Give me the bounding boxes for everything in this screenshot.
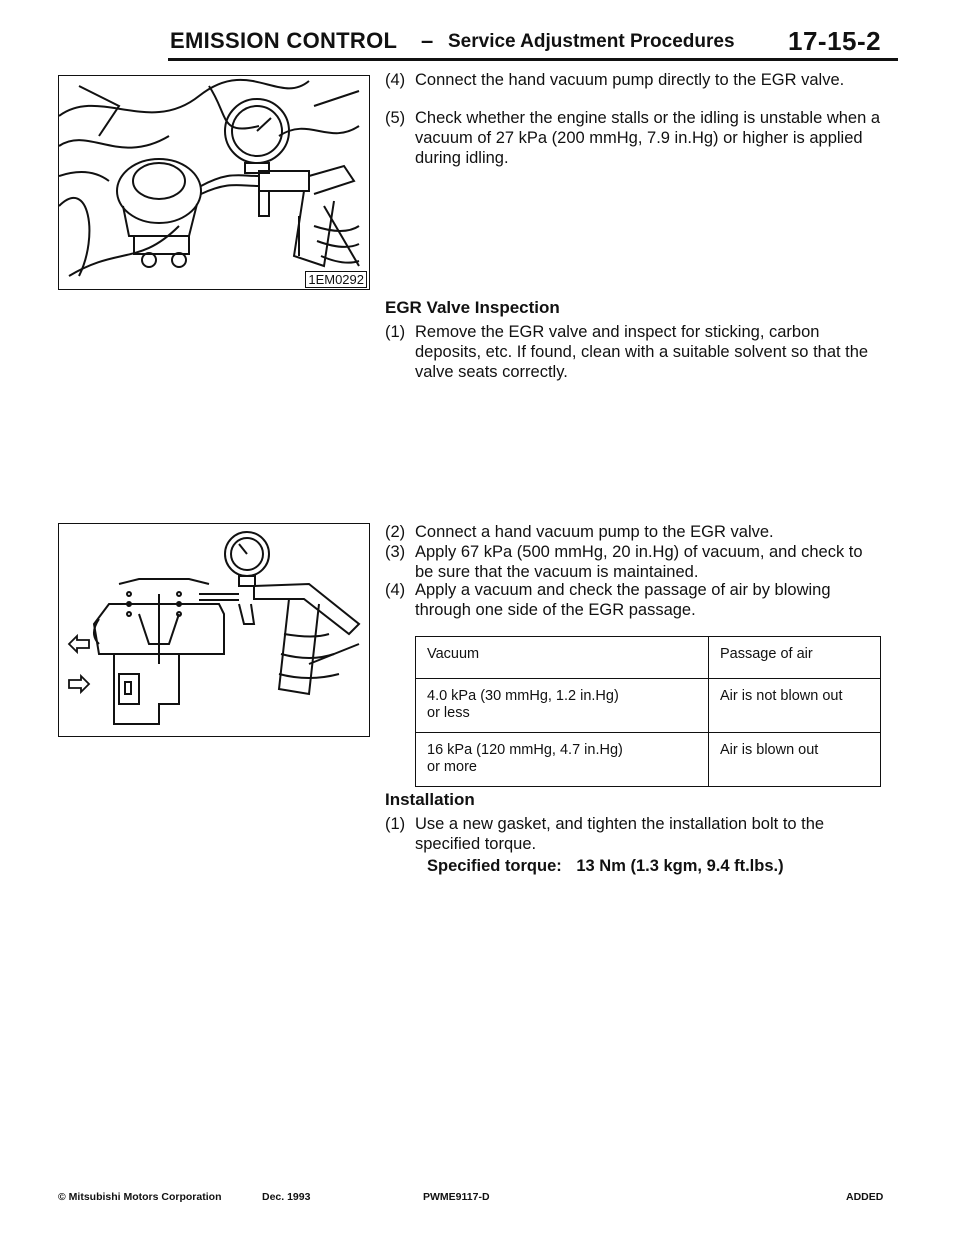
step-text: Apply 67 kPa (500 mmHg, 20 in.Hg) of vacuum, and check to be sure that the vacuum is maintained. <box>415 543 863 581</box>
egr-valve-test-figure <box>58 523 370 737</box>
vacuum-air-passage-table <box>415 636 881 787</box>
step-number: (4) <box>385 71 406 89</box>
egr-vacuum-pump-figure <box>58 75 370 290</box>
spec-value: 13 Nm (1.3 kgm, 9.4 ft.lbs.) <box>576 857 784 875</box>
title-dash: – <box>421 28 434 53</box>
vacuum-qualifier: or more <box>427 759 477 775</box>
step-text: Connect a hand vacuum pump to the EGR valve. <box>415 523 774 541</box>
page-number: 17-15-2 <box>788 26 882 56</box>
table-row <box>416 733 881 787</box>
vacuum-qualifier: or less <box>427 705 470 721</box>
vacuum-value: 4.0 kPa (30 mmHg, 1.2 in.Hg) <box>427 688 619 704</box>
figure-code: 1EM0292 <box>305 271 367 288</box>
subsection-title: Service Adjustment Procedures <box>448 31 735 52</box>
list-item <box>385 522 774 542</box>
step-number: (4) <box>385 581 406 599</box>
step-number: (5) <box>385 109 406 127</box>
table-cell-vacuum <box>416 679 709 733</box>
table-header-vacuum: Vacuum <box>416 637 709 679</box>
footer-copyright: © Mitsubishi Motors Corporation <box>58 1191 222 1203</box>
list-item <box>385 814 885 854</box>
section-title: EMISSION CONTROL <box>170 28 398 53</box>
step-number: (3) <box>385 543 406 561</box>
list-item <box>385 580 885 620</box>
egr-valve-cutaway-illustration <box>59 524 369 736</box>
spec-label: Specified torque: <box>427 857 562 875</box>
table-header-row <box>416 637 881 679</box>
table-cell-air: Air is not blown out <box>709 679 881 733</box>
step-text: Use a new gasket, and tighten the installation bolt to the specified torque. <box>415 815 825 853</box>
section-heading-installation: Installation <box>385 790 475 809</box>
step-number: (1) <box>385 323 406 341</box>
list-item <box>385 542 885 582</box>
step-text: Connect the hand vacuum pump directly to the EGR valve. <box>415 71 845 89</box>
table-cell-air: Air is blown out <box>709 733 881 787</box>
step-number: (1) <box>385 815 406 833</box>
step-text: Check whether the engine stalls or the idling is unstable when a vacuum of 27 kPa (200 mmHg, 7.9 in.Hg) or higher is applied during idling. <box>415 109 881 167</box>
specified-torque <box>427 857 784 876</box>
table-header-passage: Passage of air <box>709 637 881 679</box>
table-row <box>416 679 881 733</box>
flow-arrow-icon <box>69 636 89 692</box>
list-item <box>385 322 885 382</box>
footer-date: Dec. 1993 <box>262 1191 311 1203</box>
list-item <box>385 70 844 90</box>
header-rule <box>168 58 898 61</box>
table-cell-vacuum <box>416 733 709 787</box>
footer-doc-code: PWME9117-D <box>423 1191 490 1203</box>
egr-engine-illustration <box>59 76 369 289</box>
step-text: Apply a vacuum and check the passage of air by blowing through one side of the EGR passage. <box>415 581 831 619</box>
footer-status: ADDED <box>846 1191 884 1203</box>
list-item <box>385 108 885 168</box>
vacuum-value: 16 kPa (120 mmHg, 4.7 in.Hg) <box>427 742 623 758</box>
step-text: Remove the EGR valve and inspect for sticking, carbon deposits, etc. If found, clean with a suitable solvent so that the valve seats correctly. <box>415 323 869 381</box>
section-heading-egr-inspection: EGR Valve Inspection <box>385 298 560 317</box>
step-number: (2) <box>385 523 406 541</box>
